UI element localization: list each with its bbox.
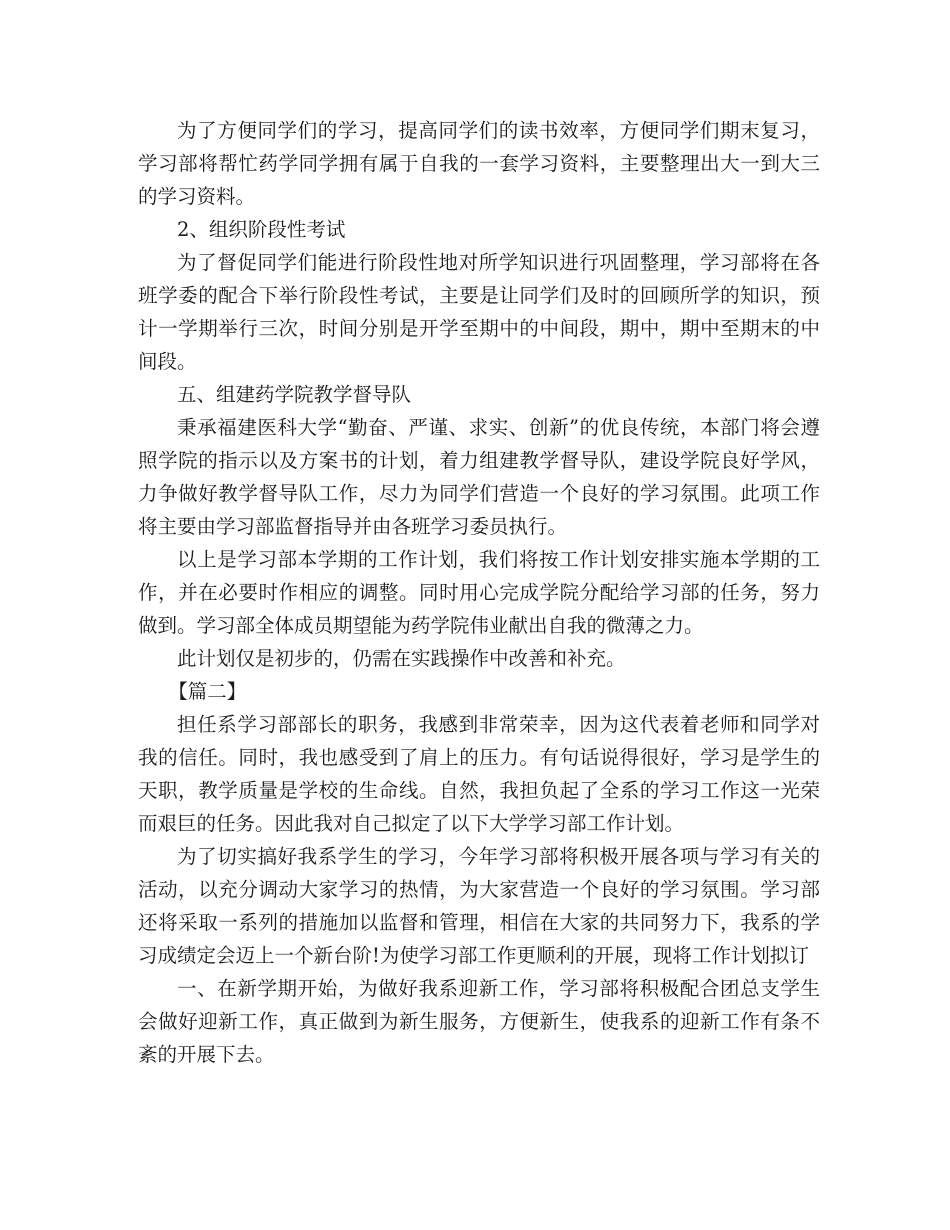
paragraph-new-students: 一、在新学期开始，为做好我系迎新工作，学习部将积极配合团总支学生会做好迎新工作，真正做到为新生服务，方便新生，使我系的迎新工作有条不紊的开展下去。	[138, 977, 820, 1066]
section-title-part-two: 【篇二】	[168, 680, 247, 703]
paragraph-plan-summary: 以上是学习部本学期的工作计划，我们将按工作计划安排实施本学期的工作，并在必要时作相应的调整。同时用心完成学院分配给学习部的任务，努力做到。学习部全体成员期望能为药学院伟业献出自我的微薄之力。	[138, 548, 820, 637]
paragraph-minister-role: 担任系学习部部长的职务，我感到非常荣幸，因为这代表着老师和同学对我的信任。同时，我也感受到了肩上的压力。有句话说得很好，学习是学生的天职，教学质量是学校的生命线。自然，我担负起了全系的学习工作这一光荣而艰巨的任务。因此我对自己拟定了以下大学学习部工作计划。	[138, 713, 820, 835]
heading-phase-exam: 2、组织阶段性考试	[177, 218, 346, 241]
paragraph-phase-exam: 为了督促同学们能进行阶段性地对所学知识进行巩固整理，学习部将在各班学委的配合下举行阶段性考试，主要是让同学们及时的回顾所学的知识，预计一学期举行三次，时间分别是开学至期中的中间段，期中，期中至期末的中间段。	[138, 251, 820, 373]
paragraph-teaching-supervision: 秉承福建医科大学“勤奋、严谨、求实、创新”的优良传统，本部门将会遵照学院的指示以及方案书的计划，着力组建教学督导队，建设学院良好学风，力争做好教学督导队工作，尽力为同学们营造一个良好的学习氛围。此项工作将主要由学习部监督指导并由各班学习委员执行。	[138, 416, 820, 538]
heading-teaching-supervision: 五、组建药学院教学督导队	[177, 383, 412, 406]
document-body	[138, 114, 820, 1071]
paragraph-activities: 为了切实搞好我系学生的学习，今年学习部将积极开展各项与学习有关的活动，以充分调动大家学习的热情，为大家营造一个良好的学习氛围。学习部还将采取一系列的措施加以监督和管理，相信在大家的共同努力下，我系的学习成绩定会迈上一个新台阶!为使学习部工作更顺利的开展，现将工作计划拟订	[138, 845, 820, 967]
paragraph-study-materials: 为了方便同学们的学习，提高同学们的读书效率，方便同学们期末复习，学习部将帮忙药学同学拥有属于自我的一套学习资料，主要整理出大一到大三的学习资料。	[138, 119, 820, 208]
paragraph-plan-note: 此计划仅是初步的，仍需在实践操作中改善和补充。	[177, 647, 626, 670]
